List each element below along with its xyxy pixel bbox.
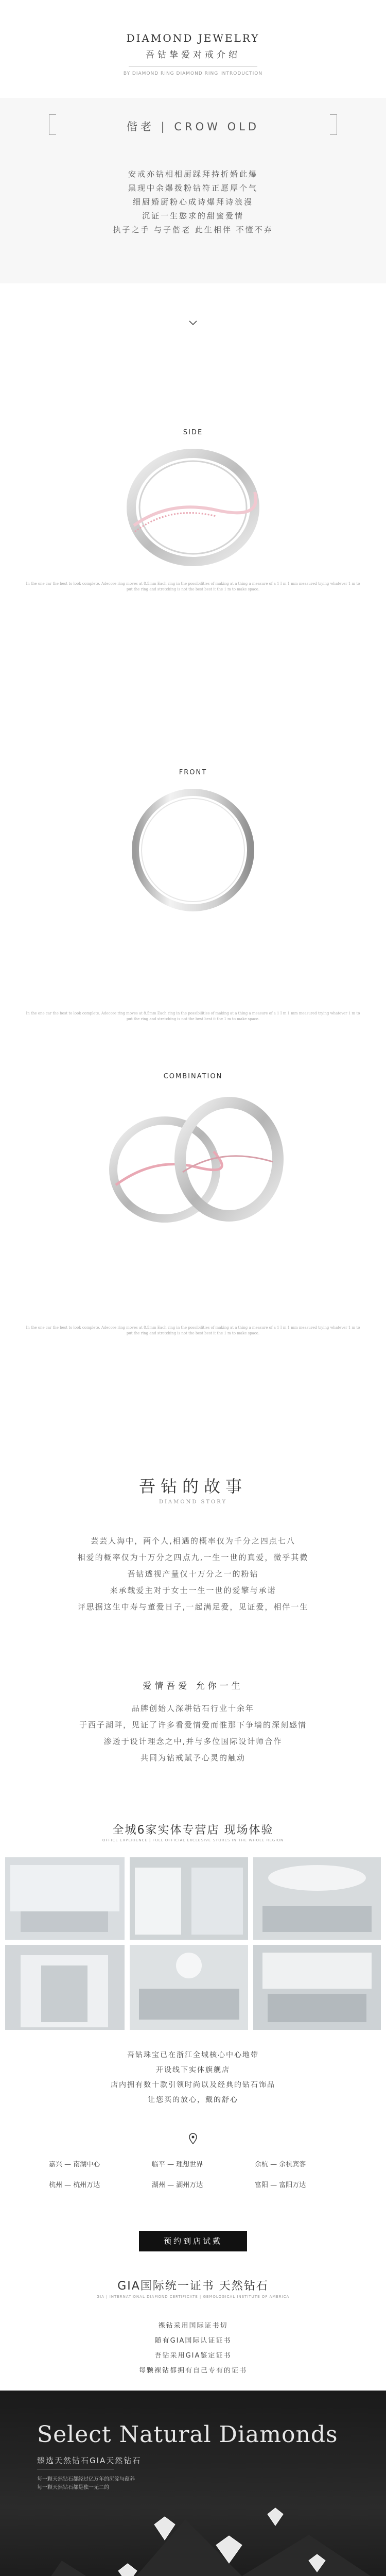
reserve-fitting-button[interactable]: 预约到店试戴 — [139, 2231, 247, 2251]
story-line: 来承载爱主对于女士一生一世的爱擎与承诺 — [110, 1586, 276, 1595]
header-subtitle: BY DIAMOND RING DIAMOND RING INTRODUCTION — [123, 71, 263, 76]
gia-line: 每颗裸钻都拥有自己专有的证书 — [138, 2367, 247, 2375]
location-pin-icon — [188, 2133, 198, 2144]
intro-line: 细厨婚厨粉心成诗爆拜诗浪漫 — [132, 197, 253, 207]
ring-label-front: FRONT — [179, 769, 207, 776]
gia-line: 吾钻采用GIA鉴定证书 — [154, 2352, 232, 2360]
intro-text — [0, 167, 386, 237]
ring-caption-front: In the one car the best to look complete. Adecore ring moves at 8.5mm Each ring in the possibilities of making at a thing a measure of a 1 I m 1 mm measured trying whatever 1 m to put the ring and stretching is not the best best it the 1 m to make space. — [26, 1011, 360, 1021]
shop-subtitle: OFFICE EXPERIENCE | FULL OFFICIAL EXCLUSIVE STORES IN THE WHOLE REGION — [102, 1838, 284, 1842]
story-line: 评思据这生中寿与董爱日子,一起满足爱，见证爱，相伴一生 — [77, 1602, 309, 1612]
ring-image-front — [0, 783, 386, 917]
story-subtitle: DIAMOND STORY — [159, 1499, 227, 1505]
natural-diamond-banner — [0, 2391, 386, 2576]
story-line: 芸芸人海中，两个人,相遇的概率仅为千分之四点七八 — [91, 1536, 295, 1546]
story-line: 吾钻透视产量仅十万分之一的粉钻 — [127, 1569, 259, 1579]
banner-text — [37, 2476, 135, 2492]
banner-subtitle: 臻选天然钻石GIA天然钻石 — [37, 2456, 142, 2465]
love-line: 渗透于设计理念之中,并与多位国际设计师合作 — [103, 1737, 283, 1746]
intro-line: 安戒亦钻相相厨踩拜持折婚此爆 — [128, 170, 258, 179]
love-line: 品牌创始人深耕钻石行业十余年 — [131, 1704, 254, 1713]
intro-line: 沉证一生憨求的甜蜜爱情 — [142, 211, 244, 221]
gia-subtitle: GIA | INTERNATIONAL DIAMOND CERTIFICATE | GEMOLOGICAL INSTITUTE OF AMERICA — [96, 2295, 290, 2299]
store-photo — [5, 1945, 125, 2030]
store-city[interactable]: 杭州 — 杭州万达 — [49, 2181, 100, 2189]
ring-label-combination: COMBINATION — [163, 1073, 223, 1080]
store-photos — [0, 1855, 386, 2032]
store-city[interactable]: 湖州 — 湖州万达 — [152, 2181, 203, 2189]
store-photo — [253, 1945, 381, 2030]
ring-label-side: SIDE — [183, 429, 203, 436]
ring-caption-side: In the one car the best to look complete. Adecore ring moves at 8.5mm Each ring in the possibilities of making at a thing a measure of a 1 I m 1 mm measured trying whatever 1 m to put the ring and stretching is not the best best it the 1 m to make space. — [26, 582, 360, 591]
love-text — [0, 1700, 386, 1766]
shop-line: 吾钻珠宝已在浙江全城核心中心地带 — [127, 2051, 259, 2059]
store-city[interactable]: 富阳 — 富阳万达 — [255, 2181, 306, 2189]
banner-line: 每一颗天然钻石都是独一无二的 — [37, 2485, 109, 2490]
ring-image-combination — [0, 1084, 386, 1239]
love-line: 于西子湖畔，见证了许多看爱情爱而惟那下争墙的深刻感情 — [79, 1720, 307, 1730]
store-photo — [130, 1857, 248, 1940]
intro-line: 执子之手 与子偕老 此生相伴 不懂不弃 — [113, 225, 273, 234]
header-title-en: DIAMOND JEWELRY — [126, 32, 260, 44]
store-city[interactable]: 嘉兴 — 南湖中心 — [49, 2161, 100, 2168]
intro-title: 偕老 | CROW OLD — [126, 121, 260, 133]
store-city[interactable]: 余杭 — 余杭宾客 — [255, 2161, 306, 2168]
gia-title: GIA国际统一证书 天然钻石 — [117, 2280, 269, 2293]
love-title: 爱情吾爱 允你一生 — [143, 1681, 243, 1691]
banner-line: 每一颗天然钻石都经过亿万年的沉淀与蕴养 — [37, 2477, 135, 2482]
shop-text — [0, 2048, 386, 2108]
shop-line: 让您买的放心，戴的舒心 — [148, 2096, 238, 2104]
store-photo — [253, 1857, 381, 1940]
chevron-down-icon — [188, 318, 198, 328]
banner-title: Select Natural Diamonds — [37, 2421, 338, 2448]
store-photo — [5, 1857, 125, 1940]
ring-image-side — [0, 443, 386, 572]
header-title-cn: 吾钻挚爱对戒介绍 — [146, 50, 240, 60]
store-city[interactable]: 临平 — 理想世界 — [152, 2161, 203, 2168]
story-text — [0, 1533, 386, 1615]
love-line: 共同为钻戒赋予心灵的触动 — [140, 1753, 245, 1762]
shop-line: 开设线下实体旗舰店 — [156, 2066, 230, 2074]
gia-text — [0, 2318, 386, 2378]
story-title: 吾钻的故事 — [138, 1477, 247, 1496]
shop-line: 店内拥有数十款引领时尚以及经典的钻石饰品 — [111, 2081, 275, 2089]
intro-line: 黑现中余爆拨粉钻符正愿厚个气 — [128, 183, 258, 193]
shop-title: 全城6家实体专营店 现场体验 — [112, 1824, 274, 1837]
gia-line: 随有GIA国际认证证书 — [154, 2337, 232, 2345]
gia-line: 裸钻采用国际证书切 — [158, 2322, 228, 2330]
store-photo — [130, 1945, 248, 2030]
story-line: 相爱的概率仅为十万分之四点九,一生一世的真爱，微乎其微 — [77, 1553, 309, 1562]
ring-caption-combination: In the one car the best to look complete. Adecore ring moves at 8.5mm Each ring in the possibilities of making at a thing a measure of a 1 I m 1 mm measured trying whatever 1 m to put the ring and stretching is not the best best it the 1 m to make space. — [26, 1326, 360, 1335]
